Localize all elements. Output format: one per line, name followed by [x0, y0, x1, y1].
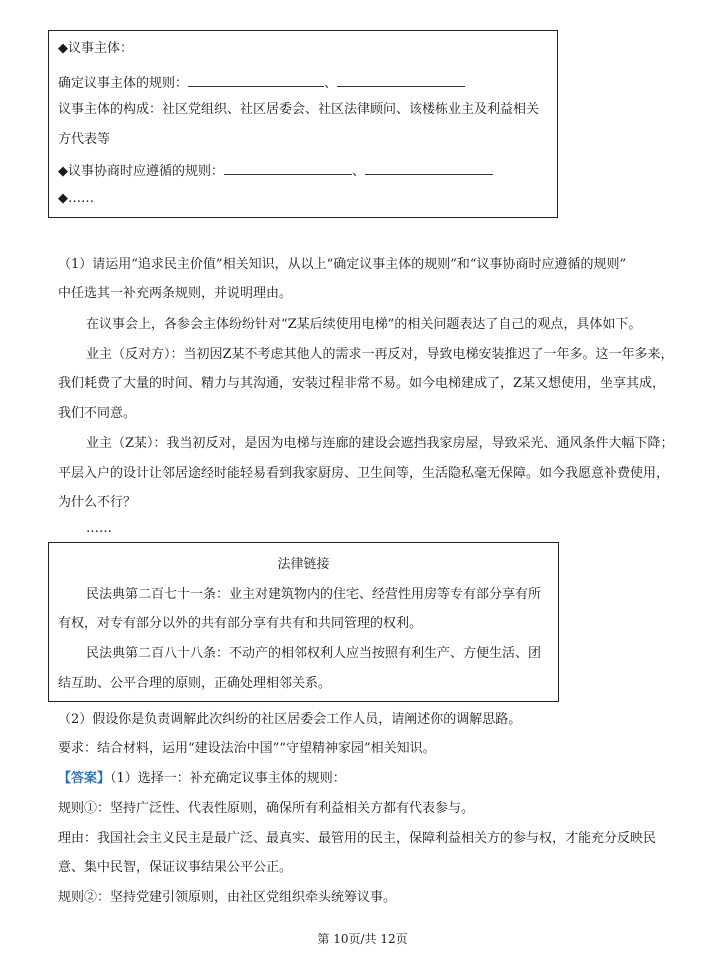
answer-rule: 规则②：坚持党建引领原则，由社区党组织牵头统筹议事。: [58, 890, 397, 905]
more-items: ◆……: [58, 191, 94, 206]
law-article: 民法典第二百七十一条：业主对建筑物内的住宅、经营性用房等专有部分享有所: [86, 587, 542, 602]
answer-rule: 规则①：坚持广泛性、代表性原则，确保所有利益相关方都有代表参与。: [58, 801, 475, 816]
answer-reason: 理由：我国社会主义民主是最广泛、最真实、最管用的民主，保障利益相关方的参与权，才能充分反映民: [58, 831, 657, 846]
answer-heading: [58, 770, 346, 788]
question-1: （1）请运用“追求民主价值”相关知识，从以上“确定议事主体的规则”和“议事协商时应遵循的规则”: [58, 257, 627, 272]
scene-paragraph: 在议事会上，各参会主体纷纷针对“Z某后续使用电梯”的相关问题表达了自己的观点，具体如下。: [86, 317, 642, 332]
composition-line: 议事主体的构成：社区党组织、社区居委会、社区法律顾问、该楼栋业主及利益相关: [58, 102, 540, 117]
rule-label: ◆议事协商时应遵循的规则：: [58, 164, 224, 179]
scene-paragraph: 我们不同意。: [58, 406, 137, 421]
answer-reason: 意、集中民智，保证议事结果公平公正。: [58, 860, 293, 875]
answer-blank: [224, 161, 352, 175]
answer-blank: [337, 73, 465, 87]
rule-label: 确定议事主体的规则：: [58, 76, 189, 91]
law-article: 民法典第二百八十八条：不动产的相邻权利人应当按照有利生产、方便生活、团: [86, 646, 542, 661]
answer-text: （1）选择一：补充确定议事主体的规则：: [110, 771, 346, 786]
answer-blank: [188, 73, 324, 87]
separator: 、: [352, 164, 366, 179]
question-2: （2）假设你是负责调解此次纠纷的社区居委会工作人员，请阐述你的调解思路。: [58, 712, 522, 727]
rules-box: [48, 30, 558, 218]
box-title: ◆议事主体：: [58, 41, 133, 56]
scene-paragraph: 为什么不行？: [58, 495, 137, 510]
separator: 、: [324, 76, 338, 91]
question-2: 要求：结合材料，运用“建设法治中国”“守望精神家园”相关知识。: [58, 741, 436, 756]
rule-consultation: [58, 161, 493, 181]
rule-determine-subject: [58, 73, 465, 93]
ellipsis: ……: [86, 521, 112, 536]
answer-tag: 【答案】: [58, 771, 111, 786]
law-article: 有权，对专有部分以外的共有部分享有共有和共同管理的权利。: [58, 616, 423, 631]
question-1: 中任选其一补充两条规则，并说明理由。: [58, 286, 293, 301]
answer-blank: [365, 161, 493, 175]
scene-paragraph: 业主（反对方）：当初因Z某不考虑其他人的需求一再反对，导致电梯安装推迟了一年多。这一年多来，: [86, 347, 674, 362]
scene-paragraph: 业主（Z某）：我当初反对，是因为电梯与连廊的建设会遮挡我家房屋，导致采光、通风条件大幅下降；: [86, 436, 674, 451]
page-footer: 第 10页/共 12页: [317, 932, 408, 946]
law-title: 法律链接: [277, 557, 330, 572]
scene-paragraph: 平层入户的设计让邻居途经时能轻易看到我家厨房、卫生间等，生活隐私毫无保障。如今我愿意补费使用，: [58, 466, 670, 481]
composition-line: 方代表等: [58, 132, 111, 147]
scene-paragraph: 我们耗费了大量的时间、精力与其沟通，安装过程非常不易。如今电梯建成了，Z某又想使用，坐享其成，: [58, 376, 666, 391]
law-article: 结互助、公平合理的原则，正确处理相邻关系。: [58, 676, 332, 691]
